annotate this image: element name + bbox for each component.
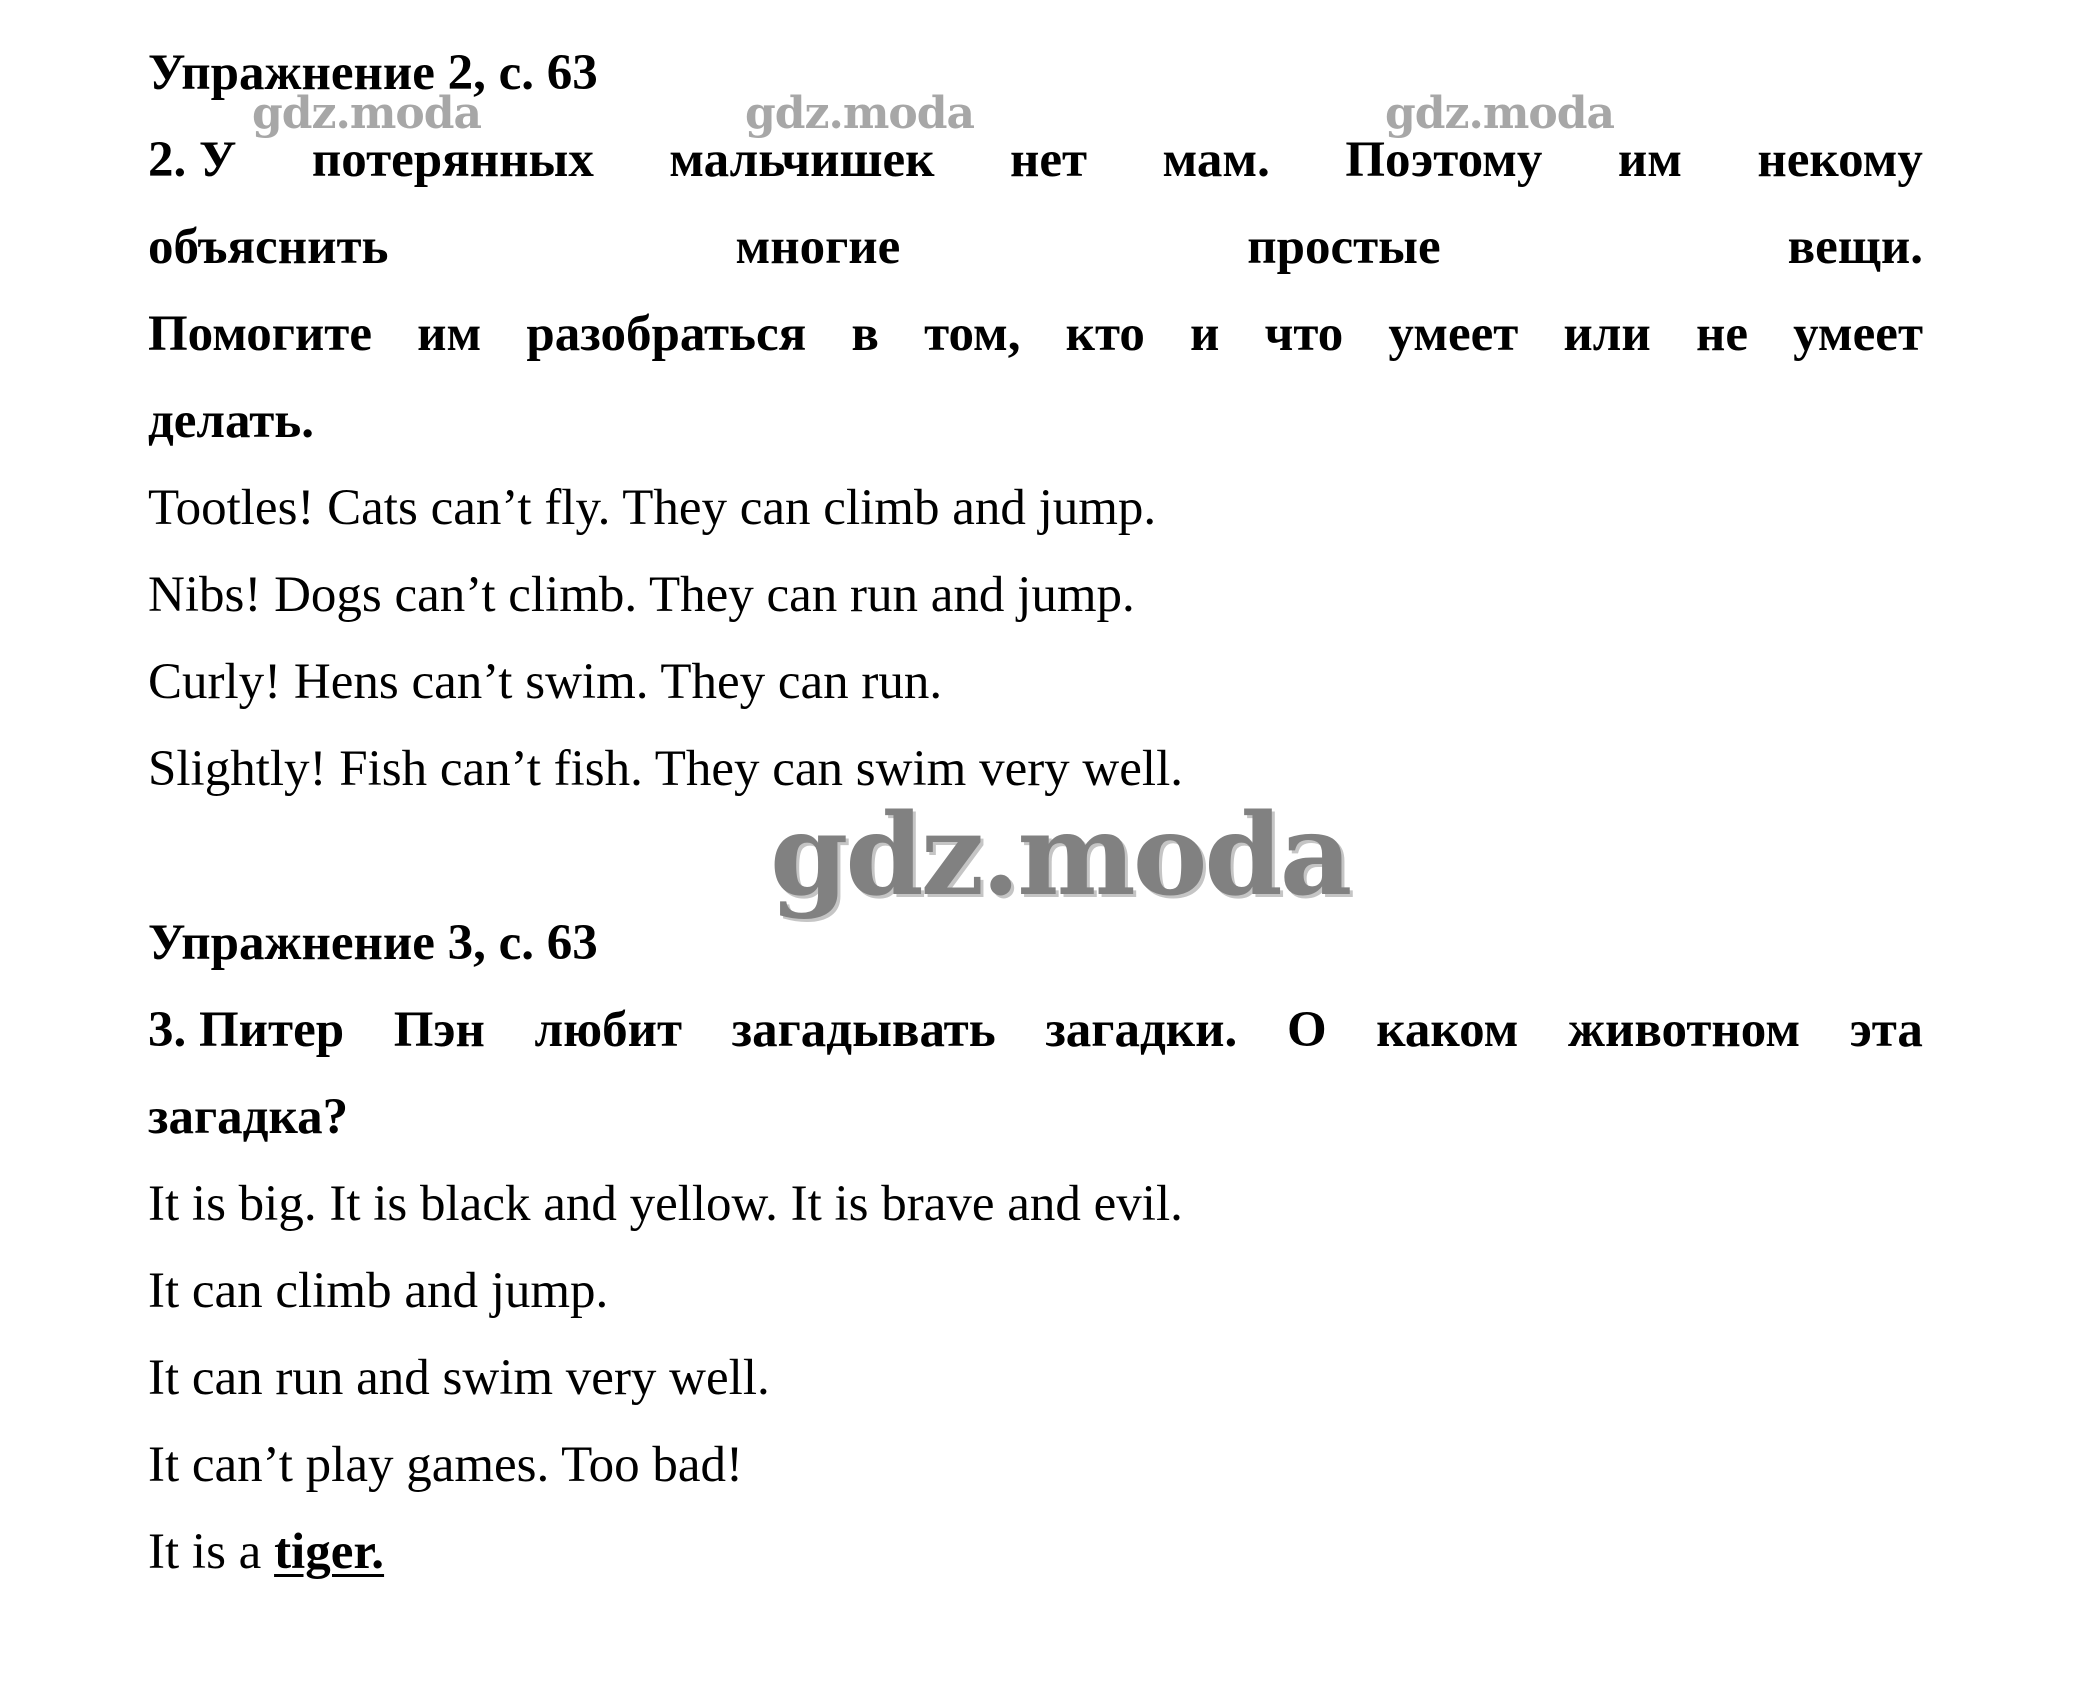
word: им — [417, 306, 482, 362]
word: потерянных — [311, 132, 594, 188]
word: объяснить — [148, 219, 389, 275]
word: в — [851, 306, 879, 362]
word: Пэн — [393, 1002, 485, 1058]
word: О — [1286, 1002, 1327, 1058]
riddle-line-2: It can climb and jump. — [148, 1263, 609, 1319]
riddle-line-3: It can run and swim very well. — [148, 1350, 770, 1406]
word: многие — [735, 219, 901, 275]
watermark-small-center: gdz.moda — [745, 88, 975, 139]
exercise-3-instruction-line-1 — [148, 987, 1923, 1074]
word: и — [1190, 306, 1220, 362]
riddle-answer: tiger. — [274, 1524, 385, 1580]
word: 3. Питер — [148, 1002, 345, 1058]
section-spacer — [148, 813, 1923, 900]
word: любит — [534, 1002, 683, 1058]
word: что — [1264, 306, 1344, 362]
word: мальчишек — [669, 132, 935, 188]
watermark-small-left: gdz.moda — [252, 88, 482, 139]
riddle-line-1: It is big. It is black and yellow. It is brave and evil. — [148, 1176, 1183, 1232]
riddle-line-4: It can’t play games. Too bad! — [148, 1437, 744, 1493]
word: кто — [1065, 306, 1145, 362]
exercise-2-answer-1: Tootles! Cats can’t fly. They can climb and jump. — [148, 480, 1157, 536]
word: разобраться — [526, 306, 807, 362]
word: или — [1563, 306, 1651, 362]
exercise-2-answer-2: Nibs! Dogs can’t climb. They can run and jump. — [148, 567, 1135, 623]
word: умеет — [1793, 306, 1923, 362]
exercise-3-heading: Упражнение 3, с. 63 — [148, 915, 598, 971]
exercise-2-instruction-line-1 — [148, 117, 1923, 204]
word: некому — [1757, 132, 1923, 188]
exercise-2-answer-4: Slightly! Fish can’t fish. They can swim very well. — [148, 741, 1183, 797]
word: умеет — [1388, 306, 1519, 362]
document-page — [148, 30, 1923, 1596]
word: не — [1695, 306, 1748, 362]
word: Поэтому — [1345, 132, 1543, 188]
watermark-large: gdz.moda — [770, 790, 1350, 921]
watermark-small-right: gdz.moda — [1385, 88, 1615, 139]
exercise-2-instruction-line-2 — [148, 204, 1923, 291]
word: эта — [1849, 1002, 1923, 1058]
word: 2. У — [148, 132, 237, 188]
word: том, — [924, 306, 1021, 362]
word: загадывать — [731, 1002, 996, 1058]
riddle-answer-line — [148, 1509, 1923, 1596]
exercise-2-instruction-line-3 — [148, 291, 1923, 378]
word: животном — [1567, 1002, 1801, 1058]
riddle-answer-prefix: It is a — [148, 1524, 275, 1580]
exercise-2-answer-3: Curly! Hens can’t swim. They can run. — [148, 654, 943, 710]
exercise-2-instruction-line-4: делать. — [148, 393, 314, 449]
word: каком — [1376, 1002, 1519, 1058]
exercise-3-instruction-line-2: загадка? — [148, 1089, 349, 1145]
word: им — [1617, 132, 1682, 188]
word: Помогите — [148, 306, 372, 362]
word: простые — [1247, 219, 1441, 275]
word: загадки. — [1045, 1002, 1238, 1058]
word: нет — [1010, 132, 1088, 188]
word: вещи. — [1787, 219, 1923, 275]
word: мам. — [1162, 132, 1270, 188]
exercise-2-heading: Упражнение 2, с. 63 — [148, 45, 598, 101]
